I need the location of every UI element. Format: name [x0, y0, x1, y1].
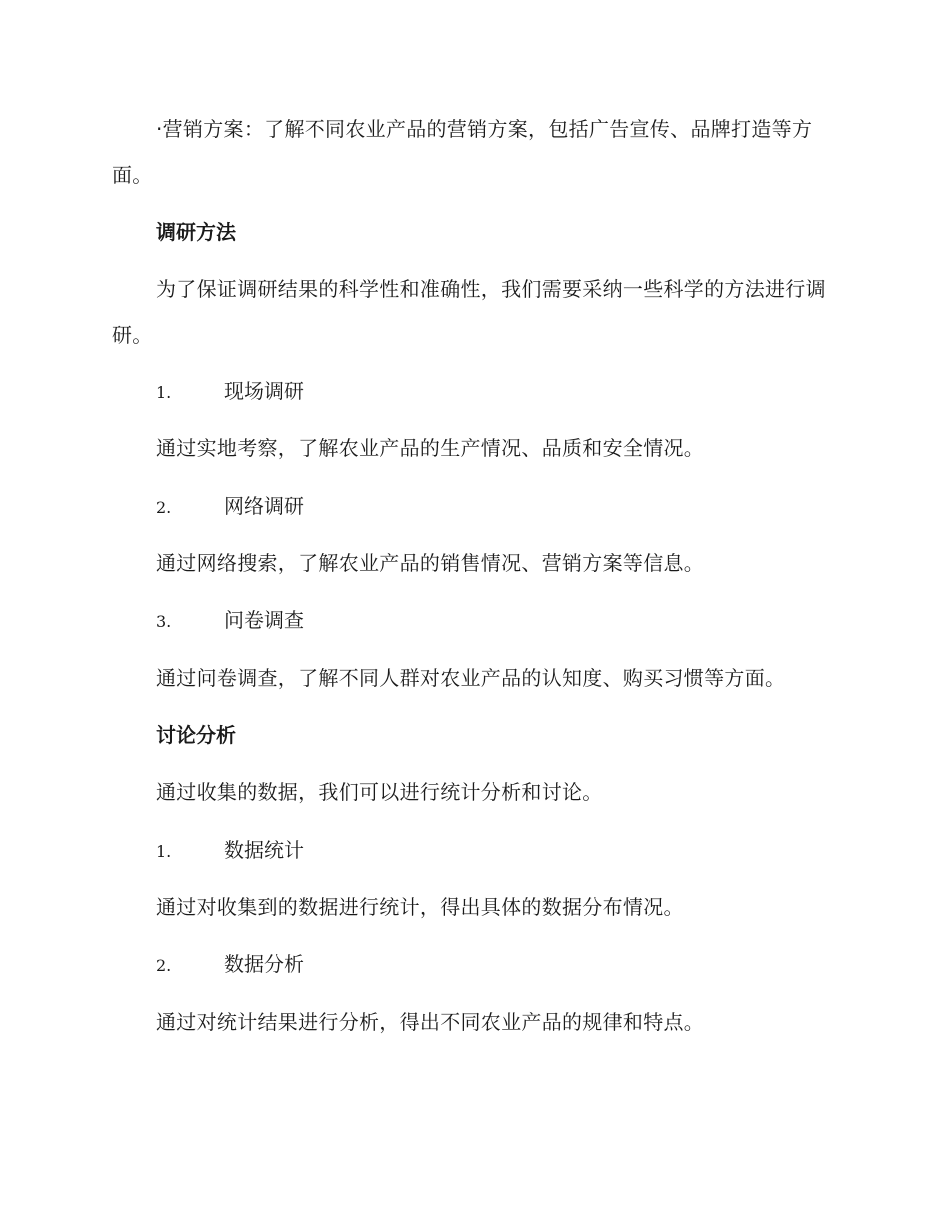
methods-list-item-3 — [156, 597, 304, 645]
methods-item-1-description: 通过实地考察，了解农业产品的生产情况、品质和安全情况。 — [156, 436, 705, 460]
discussion-list-item-2 — [156, 941, 304, 989]
list-title: 网络调研 — [224, 494, 304, 518]
methods-item-2-description: 通过网络搜索，了解农业产品的销售情况、营销方案等信息。 — [156, 551, 705, 575]
discussion-heading: 讨论分析 — [156, 723, 236, 747]
methods-list-item-2 — [156, 483, 304, 531]
list-title: 数据统计 — [224, 838, 304, 862]
list-title: 现场调研 — [224, 379, 304, 403]
marketing-bullet-paragraph: ·营销方案：了解不同农业产品的营销方案，包括广告宣传、品牌打造等方面。 — [112, 117, 813, 187]
list-title: 数据分析 — [224, 952, 304, 976]
discussion-item-2-description: 通过对统计结果进行分析，得出不同农业产品的规律和特点。 — [156, 1010, 705, 1034]
methods-intro-paragraph: 为了保证调研结果的科学性和准确性，我们需要采纳一些科学的方法进行调研。 — [112, 277, 826, 347]
list-number: 1. — [156, 383, 172, 402]
discussion-intro-paragraph: 通过收集的数据，我们可以进行统计分析和讨论。 — [156, 780, 603, 804]
methods-heading: 调研方法 — [156, 220, 236, 244]
list-number: 2. — [156, 498, 172, 517]
list-number: 2. — [156, 956, 172, 975]
discussion-item-1-description: 通过对收集到的数据进行统计，得出具体的数据分布情况。 — [156, 895, 684, 919]
list-title: 问卷调查 — [224, 608, 304, 632]
list-number: 1. — [156, 842, 172, 861]
list-number: 3. — [156, 612, 172, 631]
discussion-list-item-1 — [156, 827, 304, 875]
methods-item-3-description: 通过问卷调查，了解不同人群对农业产品的认知度、购买习惯等方面。 — [156, 666, 786, 690]
methods-list-item-1 — [156, 368, 304, 416]
